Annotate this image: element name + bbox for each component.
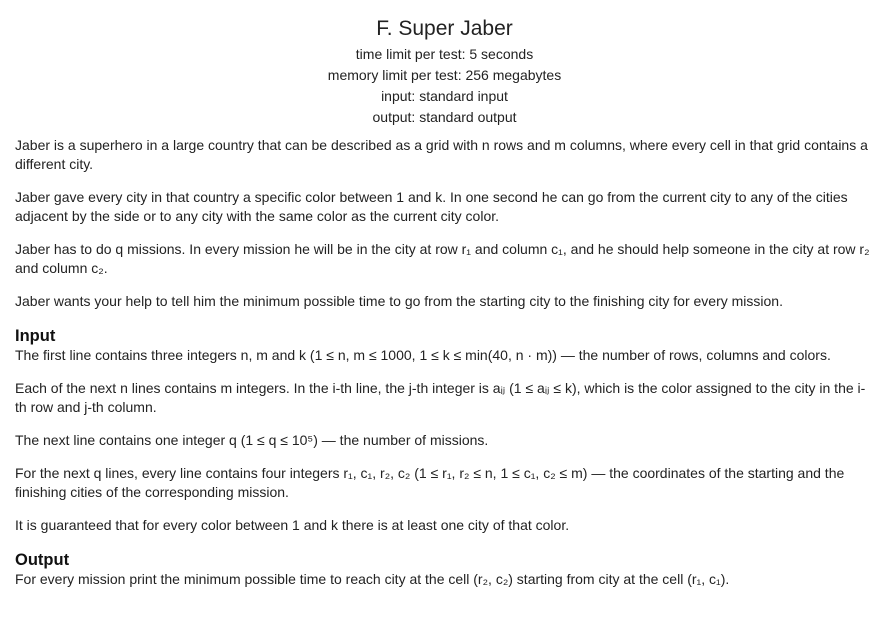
output-file: output: standard output	[372, 109, 517, 125]
statement-paragraph-2: Jaber gave every city in that country a specific color between 1 and k. In one second he can go from the current city to any of the cities adjacent by the side or to any city with the same color as the current city color.	[15, 189, 848, 224]
output-paragraph-1: For every mission print the minimum possible time to reach city at the cell (r₂, c₂) starting from city at the cell (r₁, c₁).	[15, 571, 730, 587]
input-heading: Input	[15, 327, 56, 345]
problem-page	[0, 14, 888, 589]
input-paragraph-4: For the next q lines, every line contains four integers r₁, c₁, r₂, c₂ (1 ≤ r₁, r₂ ≤ n, 1 ≤ c₁, c₂ ≤ m) — the coordinates of the starting and the finishing cities of the corresponding mission.	[15, 465, 845, 500]
output-specification	[15, 550, 874, 589]
time-limit: time limit per test: 5 seconds	[355, 46, 534, 62]
problem-header	[15, 14, 874, 128]
input-file: input: standard input	[381, 88, 508, 104]
input-paragraph-2: Each of the next n lines contains m integers. In the i-th line, the j-th integer is aᵢⱼ (1 ≤ aᵢⱼ ≤ k), which is the color assigned to the city in the i-th row and j-th column.	[15, 380, 866, 415]
statement-paragraph-4: Jaber wants your help to tell him the minimum possible time to go from the starting city to the finishing city for every mission.	[15, 293, 783, 309]
problem-title: F. Super Jaber	[376, 17, 513, 40]
input-specification	[15, 326, 874, 535]
memory-limit: memory limit per test: 256 megabytes	[327, 67, 562, 83]
problem-limits	[15, 44, 874, 128]
input-paragraph-3: The next line contains one integer q (1 ≤ q ≤ 10⁵) — the number of missions.	[15, 432, 489, 448]
input-paragraph-5: It is guaranteed that for every color between 1 and k there is at least one city of that color.	[15, 517, 570, 533]
output-heading: Output	[15, 551, 70, 569]
statement-paragraph-1: Jaber is a superhero in a large country that can be described as a grid with n rows and m columns, where every cell in that grid contains a different city.	[15, 137, 868, 172]
problem-statement	[15, 136, 874, 311]
input-paragraph-1: The first line contains three integers n, m and k (1 ≤ n, m ≤ 1000, 1 ≤ k ≤ min(40, n · m)) — the number of rows, columns and colors.	[15, 347, 831, 363]
statement-paragraph-3: Jaber has to do q missions. In every mission he will be in the city at row r₁ and column c₁, and he should help someone in the city at row r₂ and column c₂.	[15, 241, 870, 276]
